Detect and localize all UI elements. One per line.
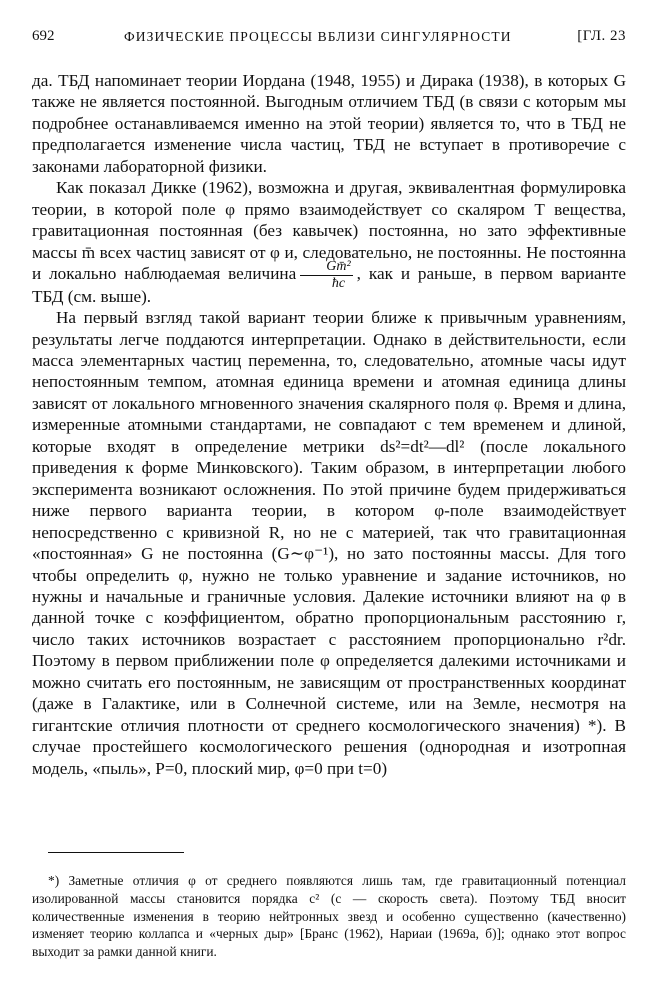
footnote-divider	[48, 852, 184, 853]
page-header	[32, 28, 626, 50]
fraction-numerator: Gm̄²	[300, 259, 352, 276]
main-text	[32, 70, 626, 779]
running-title: ФИЗИЧЕСКИЕ ПРОЦЕССЫ ВБЛИЗИ СИНГУЛЯРНОСТИ	[124, 29, 512, 44]
paragraph-3: На первый взгляд такой вариант теории ближе к привычным уравнениям, результаты легче поддаются интерпретации. Однако в действительности, если масса элементарных частиц переменна, то, следовательно, атомные часы идут непостоянным темпом, атомная единица времени и атомная единица длины зависят от локального мгновенного значения скалярного поля φ. Время и длина, измеренные атомными стандартами, не совпадают с тем временем и длиной, которые входят в определение метрики ds²=dt²—dl² (после локального приведения к форме Минковского). Таким образом, в интерпретации любого эксперимента возникают осложнения. По этой причине будем придерживаться ниже первого варианта теории, в котором φ-поле взаимодействует непосредственно с кривизной R, но не с материей, так что гравитационная «постоянная» G не постоянна (G∼φ⁻¹), но зато постоянны массы. Для того чтобы определить φ, нужно не только уравнение и задание источников, но нужны и начальные и граничные условия. Далекие источники влияют на φ в данной точке с коэффициентом, обратно пропорциональным расстоянию r, число таких источников возрастает с расстоянием пропорционально r²dr. Поэтому в первом приближении поле φ определяется далекими источниками и можно считать его постоянным, не зависящим от пространственных координат (даже в Галактике, или в Солнечной системе, или на Земле, несмотря на гигантские отличия плотности от среднего космологического значения) *). В случае простейшего космологического решения (однородная и изотропная модель, «пыль», P=0, плоский мир, φ=0 при t=0)	[32, 308, 626, 778]
footnote-text: *) Заметные отличия φ от среднего появляются лишь там, где гравитационный потенциал изолированной массы становится порядка c² (c — скорость света). Поэтому ТБД вносит количественные изменения в теорию нейтронных звезд и особенно существенно (качественно) изменяет теорию коллапса и «черных дыр» [Бранс (1962), Нариаи (1969а, б)]; однако этот вопрос выходит за рамки данной книги.	[32, 873, 626, 960]
paragraph-2	[32, 177, 626, 307]
paragraph-2-part-b: , как и раньше, в первом варианте ТБД (см. выше).	[32, 264, 627, 306]
fraction-gm2-hc	[300, 259, 352, 292]
chapter-label: [ГЛ. 23	[577, 28, 626, 44]
paragraph-2-part-a: Как показал Дикке (1962), возможна и другая, эквивалентная формулировка теории, в которой поле φ прямо взаимодействует со скаляром T вещества, гравитационная постоянная (без кавычек) постоянна, но зато эффективные массы m̄ всех частиц зависят от φ и, следовательно, не постоянны. Не постоянна и локально наблюдаемая величина	[32, 178, 626, 284]
page-number: 692	[32, 28, 55, 44]
fraction-denominator: ħc	[331, 275, 346, 291]
paragraph-1: да. ТБД напоминает теории Иордана (1948, 1955) и Дирака (1938), в которых G также не является постоянной. Выгодным отличием ТБД (в связи с которым мы подробнее останавливаемся именно на этой теории) является то, что в ТБД не предполагается изменение числа частиц, ТБД не вступает в противоречие с законами лабораторной физики.	[32, 71, 626, 176]
footnote	[32, 872, 626, 961]
